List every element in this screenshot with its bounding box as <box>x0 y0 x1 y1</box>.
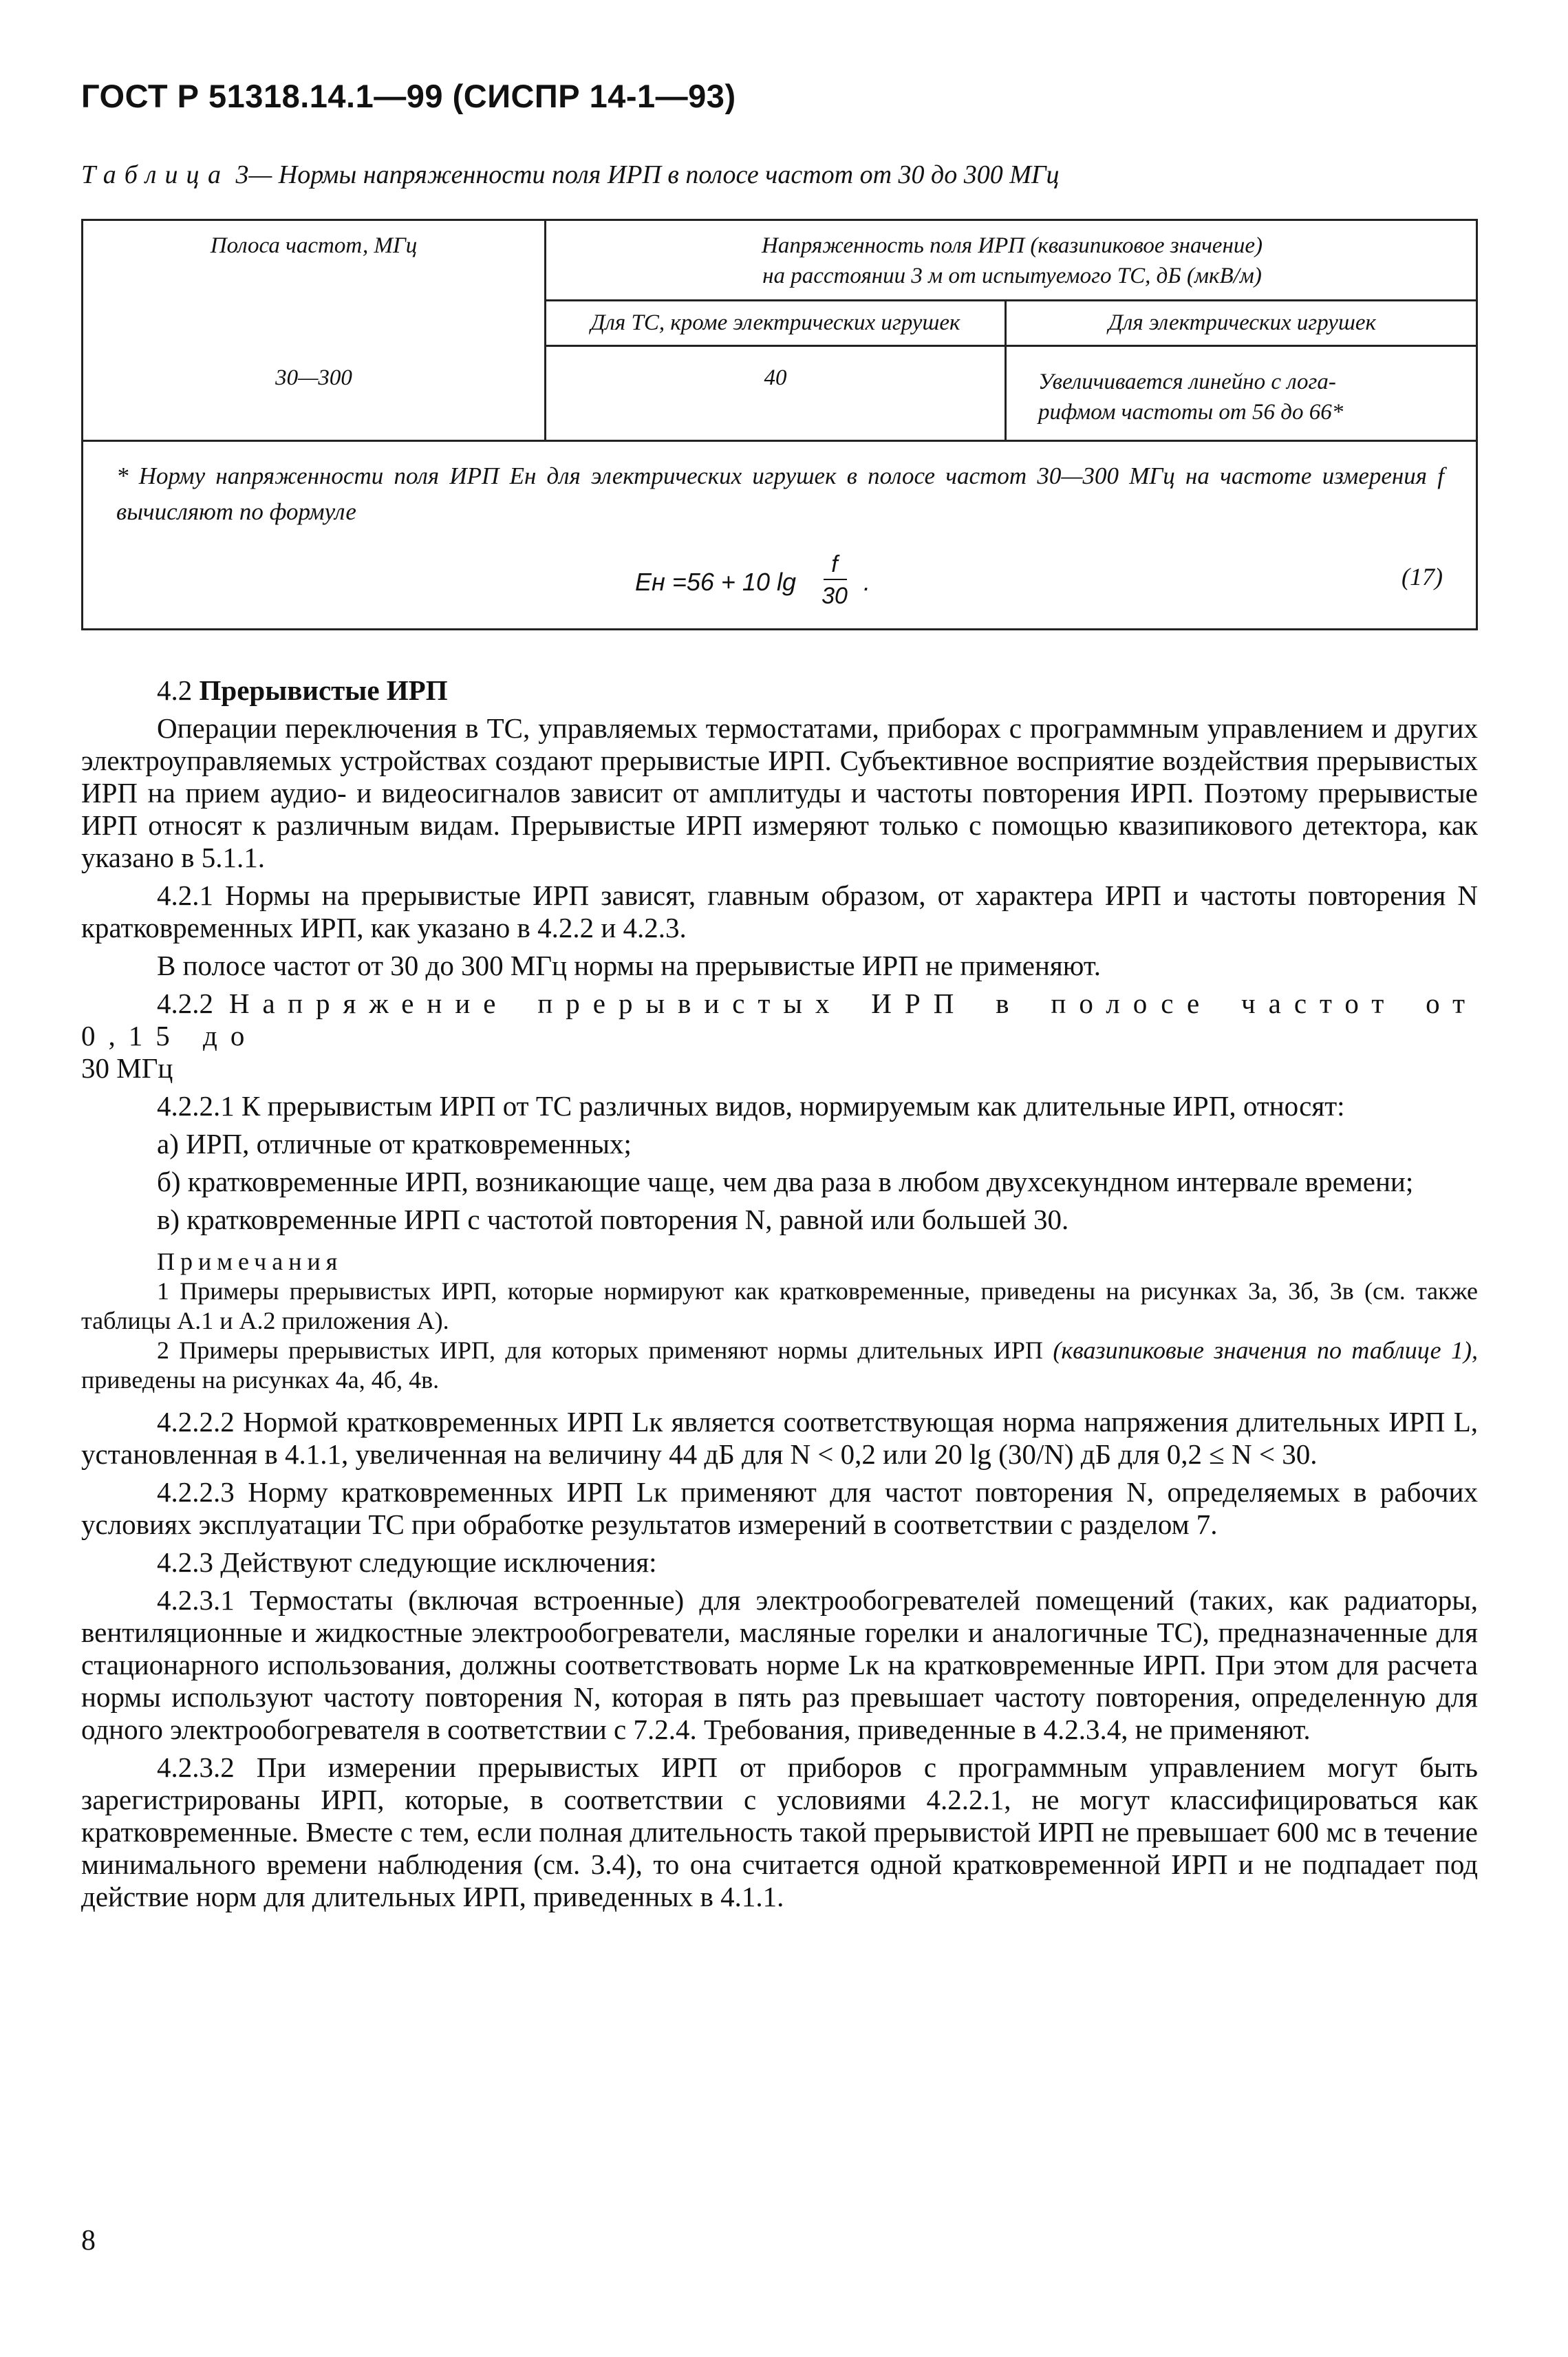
section-heading <box>81 674 1478 707</box>
note-italic: (квазипиковые значения по таблице 1), <box>1053 1336 1479 1364</box>
col-header-band: Полоса частот, МГц <box>210 233 418 258</box>
body-text <box>81 674 1478 1913</box>
notes <box>81 1247 1478 1395</box>
notes-title <box>81 1247 1478 1277</box>
equation-number: (17) <box>1401 563 1443 590</box>
section-title: Прерывистые ИРП <box>199 674 448 706</box>
cell-value-devices: 40 <box>764 365 787 390</box>
sub-header-devices: Для ТС, кроме электрических игрушек <box>590 310 960 335</box>
notes-title-text: Примечания <box>157 1248 343 1275</box>
formula <box>635 551 1048 627</box>
note-text: 2 Примеры прерывистых ИРП, для которых применяют нормы длительных ИРП <box>157 1336 1053 1364</box>
paragraph: 4.2.3.2 При измерении прерывистых ИРП от приборов с программным управлением могут быть зарегистрированы ИРП, которые, в соответствии с условиями 4.2.2.1, не могут классифицироваться как кратковременные. Вместе с тем, если полная длительность такой прерывистой ИРП не превышает 600 мс в течение минимального времени наблюдения (см. 3.4), то она считается одной кратковременной ИРП и не подпадает под действие норм для длительных ИРП, приведенных в 4.1.1. <box>81 1751 1478 1912</box>
paragraph: 4.2.1 Нормы на прерывистые ИРП зависят, главным образом, от характера ИРП и частоты повторения N кратковременных ИРП, как указано в 4.2.2 и 4.2.3. <box>81 879 1478 943</box>
col-header-field-strength-2: на расстоянии 3 м от испытуемого ТС, дБ (мкВ/м) <box>762 264 1262 288</box>
subsection-title: Напряжение прерывистых ИРП в полосе частот от 0,15 до <box>81 988 1478 1052</box>
note <box>81 1336 1478 1395</box>
paragraph: 4.2.2.3 Норму кратковременных ИРП Lк применяют для частот повторения N, определяемых в рабочих условиях эксплуатации ТС при обработке результатов измерений в соответствии с разделом 7. <box>81 1476 1478 1540</box>
col-header-field-strength-1: Напряженность поля ИРП (квазипиковое значение) <box>762 233 1263 258</box>
cell-value-toys-1: Увеличивается линейно с лога- <box>1038 370 1336 394</box>
table-caption <box>81 160 1060 190</box>
subsection-number: 4.2.2 <box>157 988 229 1019</box>
paragraph: 4.2.3 Действуют следующие исключения: <box>157 1546 657 1578</box>
formula-denominator: 30 <box>821 583 848 609</box>
table-divider <box>544 345 1478 347</box>
document-page <box>81 0 1478 2357</box>
list-item: а) ИРП, отличные от кратковременных; <box>157 1128 632 1160</box>
fraction-bar <box>824 579 847 580</box>
subsection-heading <box>81 988 1478 1052</box>
document-header: ГОСТ Р 51318.14.1—99 (СИСПР 14-1—93) <box>81 78 736 114</box>
note-text: приведены на рисунках 4а, 4б, 4в. <box>81 1366 440 1394</box>
paragraph: Операции переключения в ТС, управляемых термостатами, приборах с программным управлением и других электроуправляемых устройствах создают прерывистые ИРП. Субъективное восприятие воздействия прерывистых ИРП на прием аудио- и видеосигналов зависит от амплитуды и частоты повторения ИРП. Поэтому прерывистые ИРП относят к различным видам. Прерывистые ИРП измеряют только с помощью квазипикового детектора, как указано в 5.1.1. <box>81 712 1478 873</box>
paragraph: 4.2.2.2 Нормой кратковременных ИРП Lк является соответствующая норма напряжения длительных ИРП L, установленная в 4.1.1, увеличенная на величину 44 дБ для N < 0,2 или 20 lg (30/N) дБ для 0,2 ≤ N < 30. <box>81 1406 1478 1470</box>
page-number: 8 <box>81 2225 96 2257</box>
formula-lhs: Eн =56 + 10 lg <box>635 568 796 596</box>
table-divider <box>83 440 1478 442</box>
sub-header-toys: Для электрических игрушек <box>1108 310 1376 335</box>
list-item: в) кратковременные ИРП с частотой повторения N, равной или большей 30. <box>157 1204 1069 1235</box>
table-footnote: * Норму напряженности поля ИРП Eн для электрических игрушек в полосе частот 30—300 МГц на частоте измерения f вычисляют по формуле <box>116 462 1444 525</box>
formula-numerator: f <box>831 551 838 577</box>
table-divider <box>544 299 1478 301</box>
subsection-title-tail: 30 МГц <box>81 1052 173 1084</box>
cell-value-toys-2: рифмом частоты от 56 до 66* <box>1038 400 1344 425</box>
paragraph: 4.2.3.1 Термостаты (включая встроенные) для электрообогревателей помещений (таких, как радиаторы, вентиляционные и жидкостные электрообогреватели, масляные горелки и аналогичные ТС), предназначенные для стационарного использования, должны соответствовать норме Lк на кратковременные ИРП. При этом для расчета нормы используют частоту повторения N, которая в пять раз превышает частоту повторения, определенную для одного электрообогревателя в соответствии с 7.2.4. Требования, приведенные в 4.2.3.4, не применяют. <box>81 1584 1478 1745</box>
table-caption-lead: Таблица <box>81 160 229 189</box>
norms-table <box>81 219 1478 630</box>
formula-period: . <box>863 568 871 596</box>
paragraph: 4.2.2.1 К прерывистым ИРП от ТС различных видов, нормируемым как длительные ИРП, относят: <box>157 1090 1345 1122</box>
list-item: б) кратковременные ИРП, возникающие чаще, чем два раза в любом двухсекундном интервале времени; <box>157 1166 1414 1197</box>
note: 1 Примеры прерывистых ИРП, которые нормируют как кратковременные, приведены на рисунках 3а, 3б, 3в (см. также таблицы А.1 и А.2 приложения А). <box>81 1277 1478 1334</box>
table-caption-rest: 3— Нормы напряженности поля ИРП в полосе частот от 30 до 300 МГц <box>228 160 1060 189</box>
paragraph: В полосе частот от 30 до 300 МГц нормы на прерывистые ИРП не применяют. <box>157 950 1101 981</box>
cell-band: 30—300 <box>275 365 352 390</box>
section-number: 4.2 <box>157 674 200 706</box>
